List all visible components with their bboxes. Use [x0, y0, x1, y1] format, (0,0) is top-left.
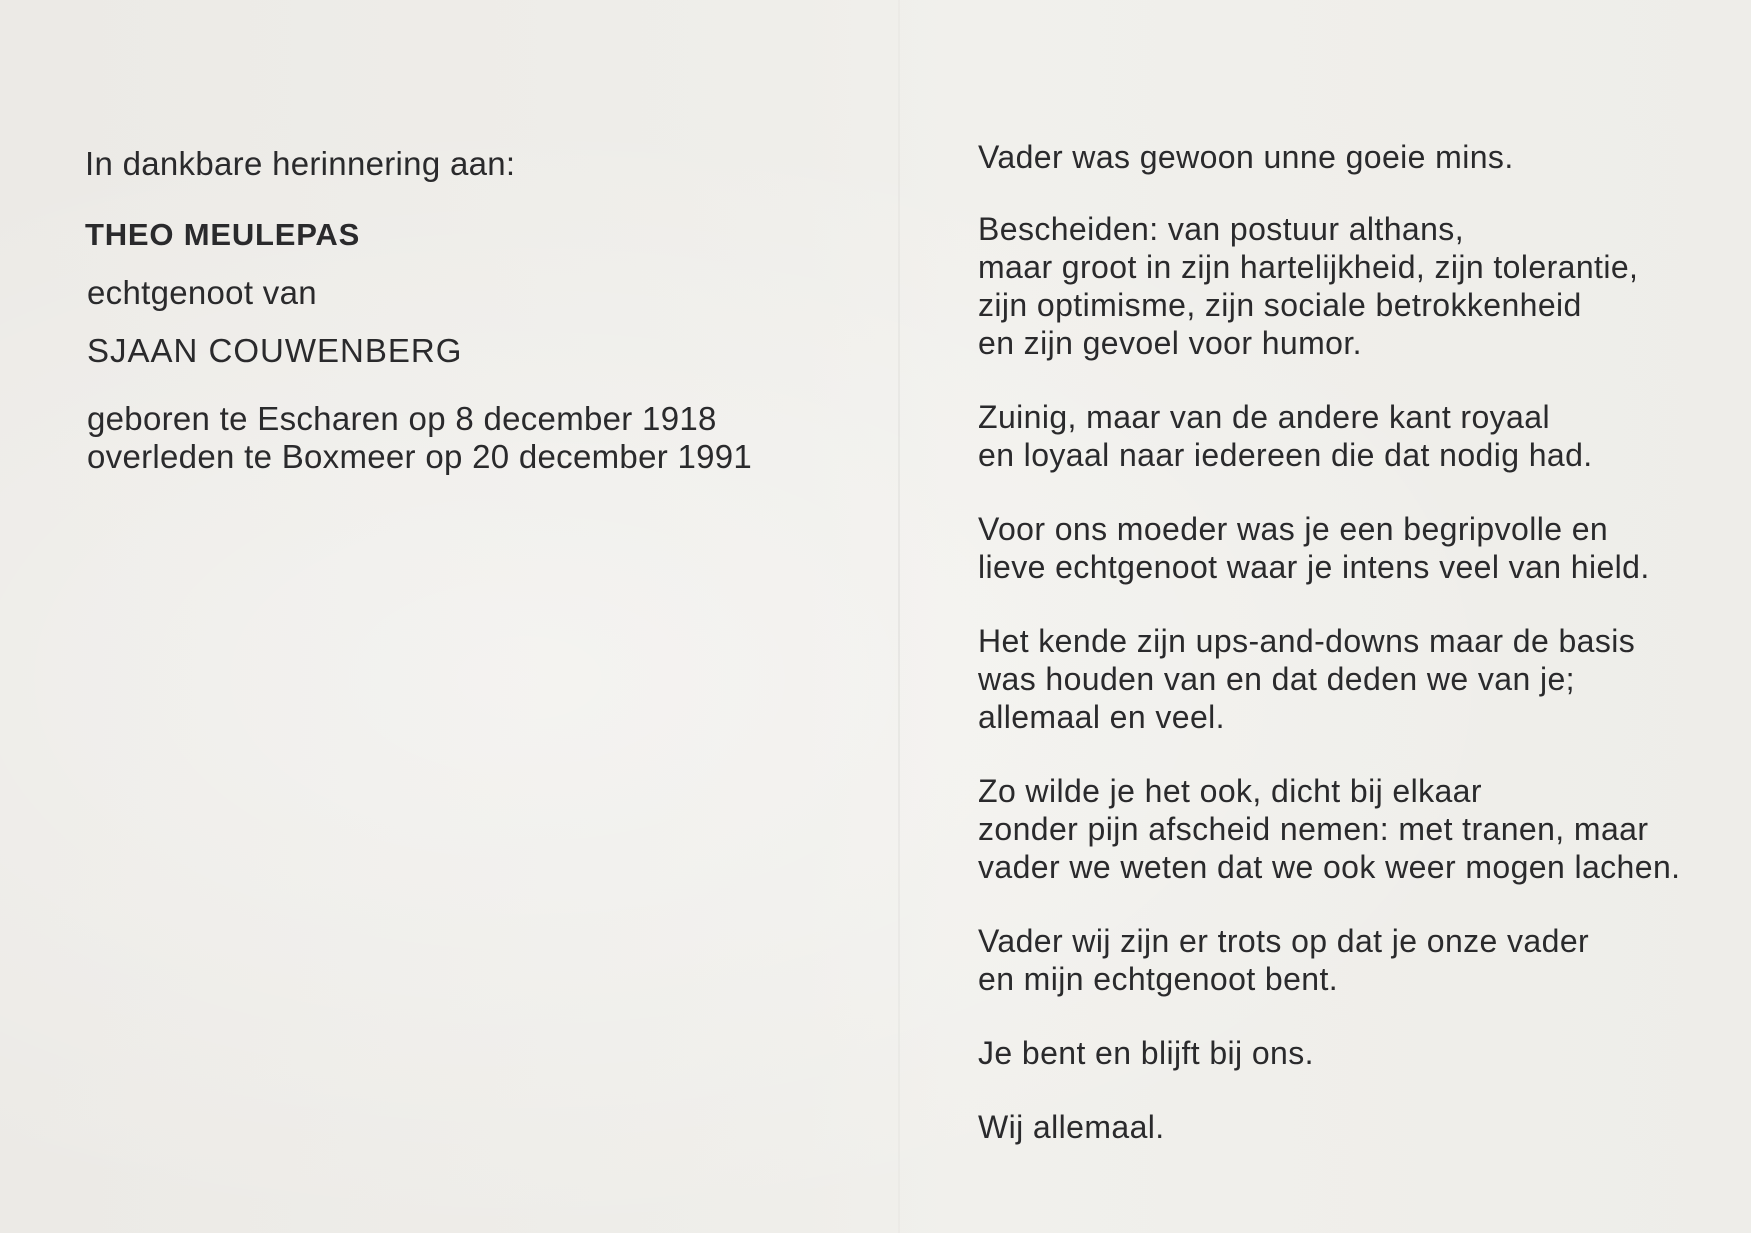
poem-line: Zo wilde je het ook, dicht bij elkaar: [978, 773, 1482, 809]
poem-line: Wij allemaal.: [978, 1109, 1165, 1145]
poem-panel: [978, 138, 1698, 1184]
poem-stanza: [978, 1108, 1698, 1146]
death-line: overleden te Boxmeer op 20 december 1991: [87, 438, 753, 475]
poem-line: allemaal en veel.: [978, 699, 1225, 735]
poem-line: Zuinig, maar van de andere kant royaal: [978, 399, 1550, 435]
poem-line: zonder pijn afscheid nemen: met tranen, maar: [978, 811, 1649, 847]
deceased-name: THEO MEULEPAS: [85, 217, 361, 252]
spouse-label: echtgenoot van: [87, 274, 317, 311]
poem-stanza: [978, 922, 1698, 998]
card-fold: [898, 0, 900, 1233]
poem-stanza: [978, 772, 1698, 886]
poem-stanza: [978, 622, 1698, 736]
poem-line: Vader wij zijn er trots op dat je onze vader: [978, 923, 1590, 959]
left-panel: [85, 145, 825, 476]
poem-line: Het kende zijn ups-and-downs maar de basis: [978, 623, 1636, 659]
poem-line: maar groot in zijn hartelijkheid, zijn tolerantie,: [978, 249, 1639, 285]
poem-stanza: [978, 1034, 1698, 1072]
life-dates: [87, 400, 825, 476]
birth-line: geboren te Escharen op 8 december 1918: [87, 400, 717, 437]
poem-line: Vader was gewoon unne goeie mins.: [978, 139, 1514, 175]
poem-line: vader we weten dat we ook weer mogen lachen.: [978, 849, 1681, 885]
poem-line: was houden van en dat deden we van je;: [978, 661, 1575, 697]
poem-stanza: [978, 398, 1698, 474]
poem-line: Bescheiden: van postuur althans,: [978, 211, 1465, 247]
poem-stanza: [978, 138, 1698, 176]
poem-line: en mijn echtgenoot bent.: [978, 961, 1339, 997]
poem-line: Je bent en blijft bij ons.: [978, 1035, 1314, 1071]
poem-line: zijn optimisme, zijn sociale betrokkenheid: [978, 287, 1582, 323]
spouse-name: SJAAN COUWENBERG: [87, 332, 463, 369]
poem-line: Voor ons moeder was je een begripvolle en: [978, 511, 1609, 547]
poem-line: en loyaal naar iedereen die dat nodig had.: [978, 437, 1593, 473]
poem-stanza: [978, 210, 1698, 362]
poem-stanza: [978, 510, 1698, 586]
intro-text: In dankbare herinnering aan:: [85, 145, 516, 182]
poem-line: lieve echtgenoot waar je intens veel van hield.: [978, 549, 1650, 585]
poem-line: en zijn gevoel voor humor.: [978, 325, 1362, 361]
